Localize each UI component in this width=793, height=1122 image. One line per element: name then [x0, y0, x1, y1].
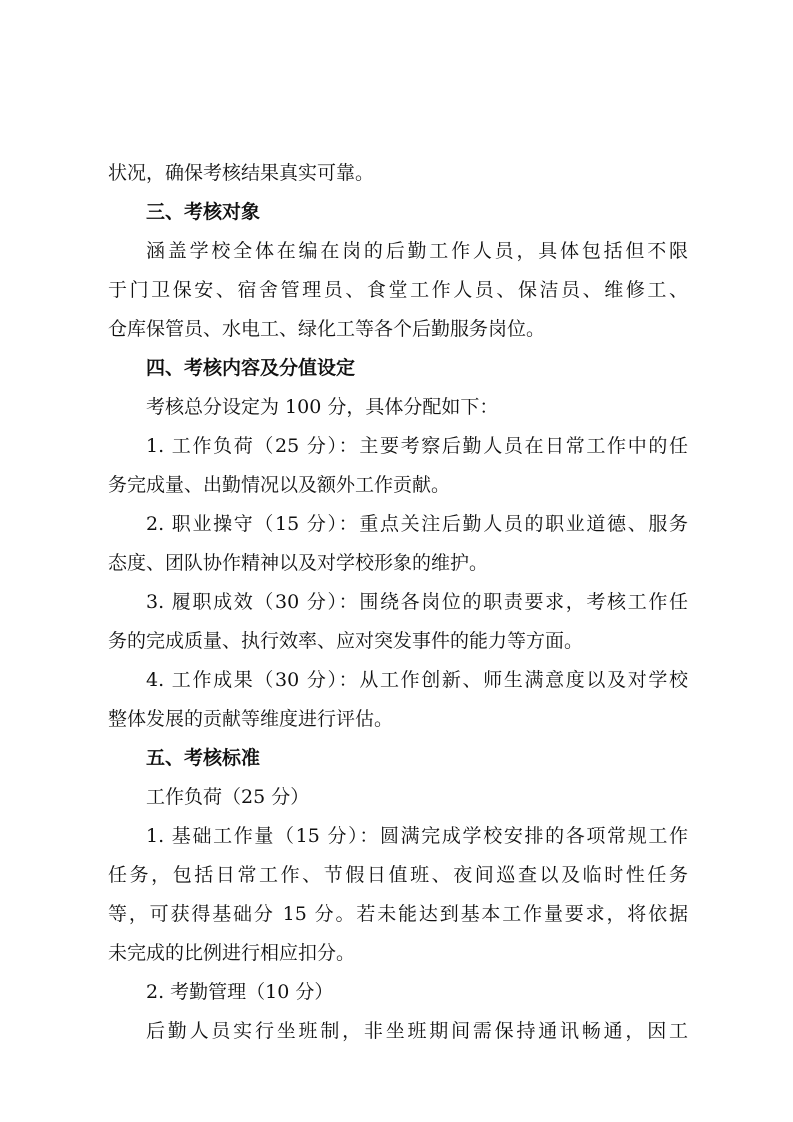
section-heading-5: 五、考核标准 [146, 747, 261, 769]
list-item-line: 1. 基础工作量（15 分）：圆满完成学校安排的各项常规工作 [146, 825, 688, 847]
paragraph-line: 于门卫保安、宿舍管理员、食堂工作人员、保洁员、维修工、 [108, 279, 688, 301]
list-item-line: 务的完成质量、执行效率、应对突发事件的能力等方面。 [108, 630, 584, 652]
list-item-line: 任务，包括日常工作、节假日值班、夜间巡查以及临时性任务 [108, 864, 688, 886]
list-item-line: 态度、团队协作精神以及对学校形象的维护。 [108, 552, 489, 574]
subheading-line: 工作负荷（25 分） [146, 786, 310, 808]
list-item-line: 等，可获得基础分 15 分。若未能达到基本工作量要求，将依据 [108, 903, 688, 925]
paragraph-line: 涵盖学校全体在编在岗的后勤工作人员，具体包括但不限 [146, 240, 688, 262]
list-item-line: 未完成的比例进行相应扣分。 [108, 942, 356, 964]
list-item-line: 1. 工作负荷（25 分）：主要考察后勤人员在日常工作中的任 [146, 435, 688, 457]
paragraph-line: 仓库保管员、水电工、绿化工等各个后勤服务岗位。 [108, 318, 546, 340]
list-item-line: 3. 履职成效（30 分）：围绕各岗位的职责要求，考核工作任 [146, 591, 688, 613]
list-item-line: 务完成量、出勤情况以及额外工作贡献。 [108, 474, 451, 496]
list-item-line: 2. 职业操守（15 分）：重点关注后勤人员的职业道德、服务 [146, 513, 688, 535]
list-item-line: 4. 工作成果（30 分）：从工作创新、师生满意度以及对学校 [146, 669, 688, 691]
paragraph-line: 状况，确保考核结果真实可靠。 [108, 162, 375, 184]
paragraph-line: 考核总分设定为 100 分，具体分配如下： [146, 396, 499, 418]
section-heading-3: 三、考核对象 [146, 201, 261, 223]
subheading-line: 2. 考勤管理（10 分） [146, 981, 334, 1003]
section-heading-4: 四、考核内容及分值设定 [146, 357, 356, 379]
paragraph-line: 后勤人员实行坐班制，非坐班期间需保持通讯畅通，因工 [146, 1020, 688, 1042]
list-item-line: 整体发展的贡献等维度进行评估。 [108, 708, 394, 730]
